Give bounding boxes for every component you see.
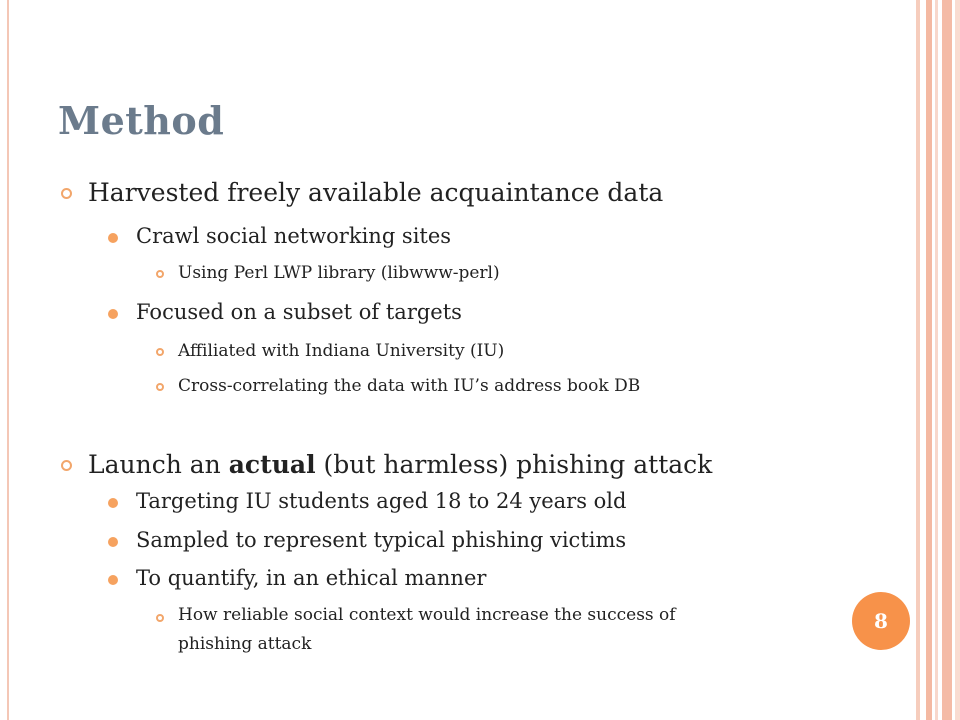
- level2-bullet-icon: [108, 537, 118, 547]
- bullet-launch: [88, 450, 712, 479]
- bullet-focused: Focused on a subset of targets: [136, 300, 462, 324]
- level3-bullet-icon: [156, 270, 164, 278]
- left-border-line: [7, 0, 9, 720]
- bullet-harvested: Harvested freely available acquaintance data: [88, 178, 664, 207]
- bullet-reliable-context: How reliable social context would increase the success of: [178, 605, 676, 625]
- level1-bullet-icon: [61, 188, 72, 199]
- level1-bullet-icon: [61, 460, 72, 471]
- bullet-launch-bold: actual: [228, 450, 316, 479]
- level3-bullet-icon: [156, 614, 164, 622]
- bullet-quantify: To quantify, in an ethical manner: [136, 566, 487, 590]
- bullet-perl: Using Perl LWP library (libwww-perl): [178, 263, 500, 283]
- bullet-launch-after: (but harmless) phishing attack: [315, 450, 713, 479]
- bullet-reliable-context-continuation: phishing attack: [178, 634, 312, 654]
- level2-bullet-icon: [108, 309, 118, 319]
- level3-bullet-icon: [156, 383, 164, 391]
- bullet-launch-before: Launch an: [88, 450, 229, 479]
- slide-title: Method: [58, 98, 225, 143]
- bullet-targeting: Targeting IU students aged 18 to 24 years old: [136, 489, 627, 513]
- page-number-badge: 8: [852, 592, 910, 650]
- level3-bullet-icon: [156, 348, 164, 356]
- bullet-crawl: Crawl social networking sites: [136, 224, 452, 248]
- level2-bullet-icon: [108, 498, 118, 508]
- right-decorative-border: [916, 0, 960, 720]
- level2-bullet-icon: [108, 233, 118, 243]
- bullet-cross-correlating: Cross-correlating the data with IU’s address book DB: [178, 376, 641, 396]
- bullet-sampled: Sampled to represent typical phishing victims: [136, 528, 627, 552]
- bullet-affiliated: Affiliated with Indiana University (IU): [178, 341, 505, 361]
- level2-bullet-icon: [108, 575, 118, 585]
